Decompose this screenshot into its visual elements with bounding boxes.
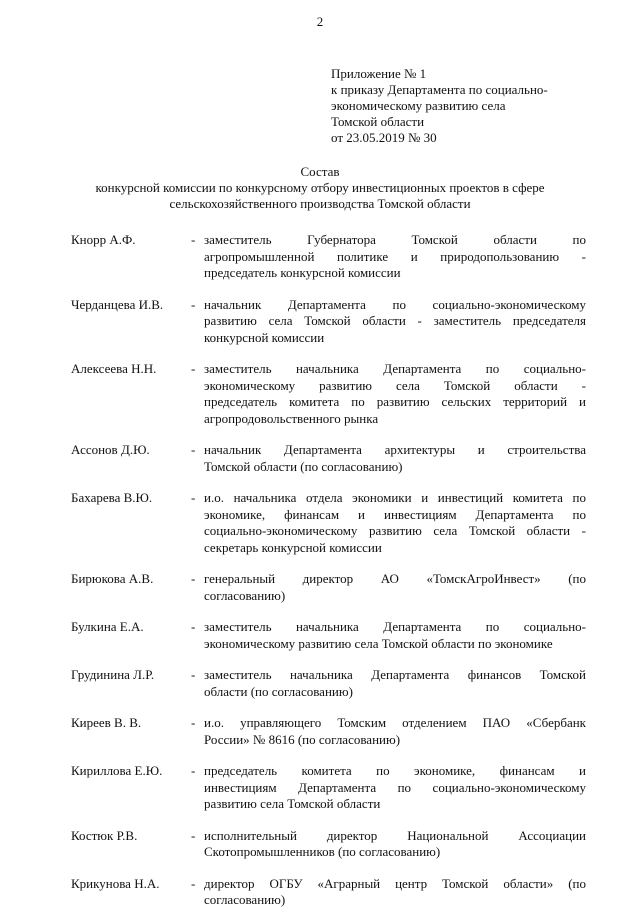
member-name: Костюк Р.В.: [71, 827, 138, 843]
appendix-line: Приложение № 1: [331, 66, 427, 81]
member-role-line: агропродовольственного рынка: [204, 410, 379, 426]
appendix-line: экономическому развитию села: [331, 98, 506, 113]
member-role-line: экономическому развитию села Томской области по экономике: [204, 635, 553, 651]
member-name: Бахарева В.Ю.: [71, 490, 153, 505]
member-role: [204, 490, 586, 556]
member-role-line: генеральный директор АО «ТомскАгроИнвест» (по: [204, 571, 586, 586]
member-dash: -: [191, 361, 196, 376]
member-row: [71, 619, 586, 652]
member-role-line: согласованию): [204, 587, 286, 603]
member-role: [204, 876, 586, 909]
member-dash: -: [191, 296, 196, 312]
member-role-line: согласованию): [204, 892, 286, 907]
member-row: [71, 571, 586, 604]
member-role-line: исполнительный директор Национальной Ассоциации: [204, 827, 586, 843]
member-name: Ассонов Д.Ю.: [71, 442, 150, 457]
member-role-line: агропромышленной политике и природопользованию -: [204, 248, 586, 264]
member-role-line: области (по согласованию): [204, 683, 353, 699]
member-row: [71, 232, 586, 282]
member-role-line: директор ОГБУ «Аграрный центр Томской области» (по: [204, 875, 586, 891]
member-role: [204, 361, 586, 427]
heading-line: конкурсной комиссии по конкурсному отбору инвестиционных проектов в сфере: [95, 180, 545, 195]
member-dash: -: [191, 827, 196, 843]
member-role-line: заместитель начальника Департамента по социально-: [204, 361, 586, 376]
member-row: [71, 667, 586, 700]
member-role-line: председатель комитета по экономике, финансам и: [204, 763, 586, 778]
member-dash: -: [191, 715, 196, 730]
member-role-line: России» № 8616 (по согласованию): [204, 731, 401, 747]
member-role: [204, 763, 586, 813]
member-name: Киреев В. В.: [71, 715, 142, 730]
member-role-line: заместитель начальника Департамента финансов Томской: [204, 667, 586, 682]
member-dash: -: [191, 232, 196, 247]
member-role-line: развитию села Томской области - заместитель председателя: [204, 313, 586, 328]
page-number: 2: [316, 14, 324, 29]
member-role-line: председатель комитета по развитию сельских территорий и: [204, 394, 586, 409]
member-name: Черданцева И.В.: [71, 296, 164, 312]
member-dash: -: [191, 875, 196, 891]
member-name: Грудинина Л.Р.: [71, 667, 155, 682]
member-role-line: Томской области (по согласованию): [204, 458, 403, 474]
member-role-line: социально-экономическому развитию села Томской области -: [204, 523, 586, 538]
member-name: Кириллова Е.Ю.: [71, 763, 163, 778]
member-role-line: заместитель начальника Департамента по социально-: [204, 619, 586, 634]
member-name: Булкина Е.А.: [71, 619, 144, 634]
member-role-line: экономическому развитию села Томской области -: [204, 377, 586, 393]
member-role-line: председатель конкурсной комиссии: [204, 265, 401, 280]
member-name: Алексеева Н.Н.: [71, 361, 157, 376]
member-dash: -: [191, 763, 196, 778]
member-dash: -: [191, 667, 196, 682]
member-name: Крикунова Н.А.: [71, 875, 160, 891]
member-row: [71, 763, 586, 813]
appendix-line: от 23.05.2019 № 30: [331, 130, 437, 145]
member-role: [204, 232, 586, 282]
member-row: [71, 876, 586, 909]
member-role-line: конкурсной комиссии: [204, 329, 325, 345]
member-row: [71, 297, 586, 347]
member-role: [204, 828, 586, 861]
member-dash: -: [191, 619, 196, 634]
member-role-line: заместитель Губернатора Томской области по: [204, 232, 586, 247]
member-dash: -: [191, 490, 196, 505]
member-dash: -: [191, 571, 196, 586]
member-row: [71, 361, 586, 427]
appendix-line: к приказу Департамента по социально-: [331, 82, 548, 97]
member-role: [204, 667, 586, 700]
member-role-line: начальник Департамента архитектуры и строительства: [204, 442, 586, 457]
member-role: [204, 297, 586, 347]
member-row: [71, 715, 586, 748]
member-role-line: и.о. начальника отдела экономики и инвестиций комитета по: [204, 490, 586, 505]
member-role: [204, 715, 586, 748]
member-role: [204, 442, 586, 475]
member-role-line: развитию села Томской области: [204, 796, 381, 811]
member-role-line: инвестициям Департамента по социально-экономическому: [204, 779, 586, 795]
member-role-line: и.о. управляющего Томским отделением ПАО «Сбербанк: [204, 715, 586, 730]
member-role: [204, 619, 586, 652]
member-name: Кнорр А.Ф.: [71, 232, 136, 247]
member-name: Бирюкова А.В.: [71, 571, 154, 586]
member-role-line: начальник Департамента по социально-экономическому: [204, 296, 586, 312]
member-row: [71, 490, 586, 556]
member-role-line: экономике, финансам и инвестициям Департамента по: [204, 506, 586, 522]
member-row: [71, 442, 586, 475]
member-role: [204, 571, 586, 604]
appendix-line: Томской области: [331, 114, 425, 129]
member-role-line: Скотопромышленников (по согласованию): [204, 844, 441, 859]
members-list: [71, 232, 586, 909]
appendix-block: [331, 66, 611, 146]
member-role-line: секретарь конкурсной комиссии: [204, 539, 382, 555]
heading-title: Состав: [300, 164, 340, 179]
member-dash: -: [191, 442, 196, 457]
member-row: [71, 828, 586, 861]
document-heading: [60, 164, 580, 212]
heading-line: сельскохозяйственного производства Томской области: [169, 196, 471, 211]
